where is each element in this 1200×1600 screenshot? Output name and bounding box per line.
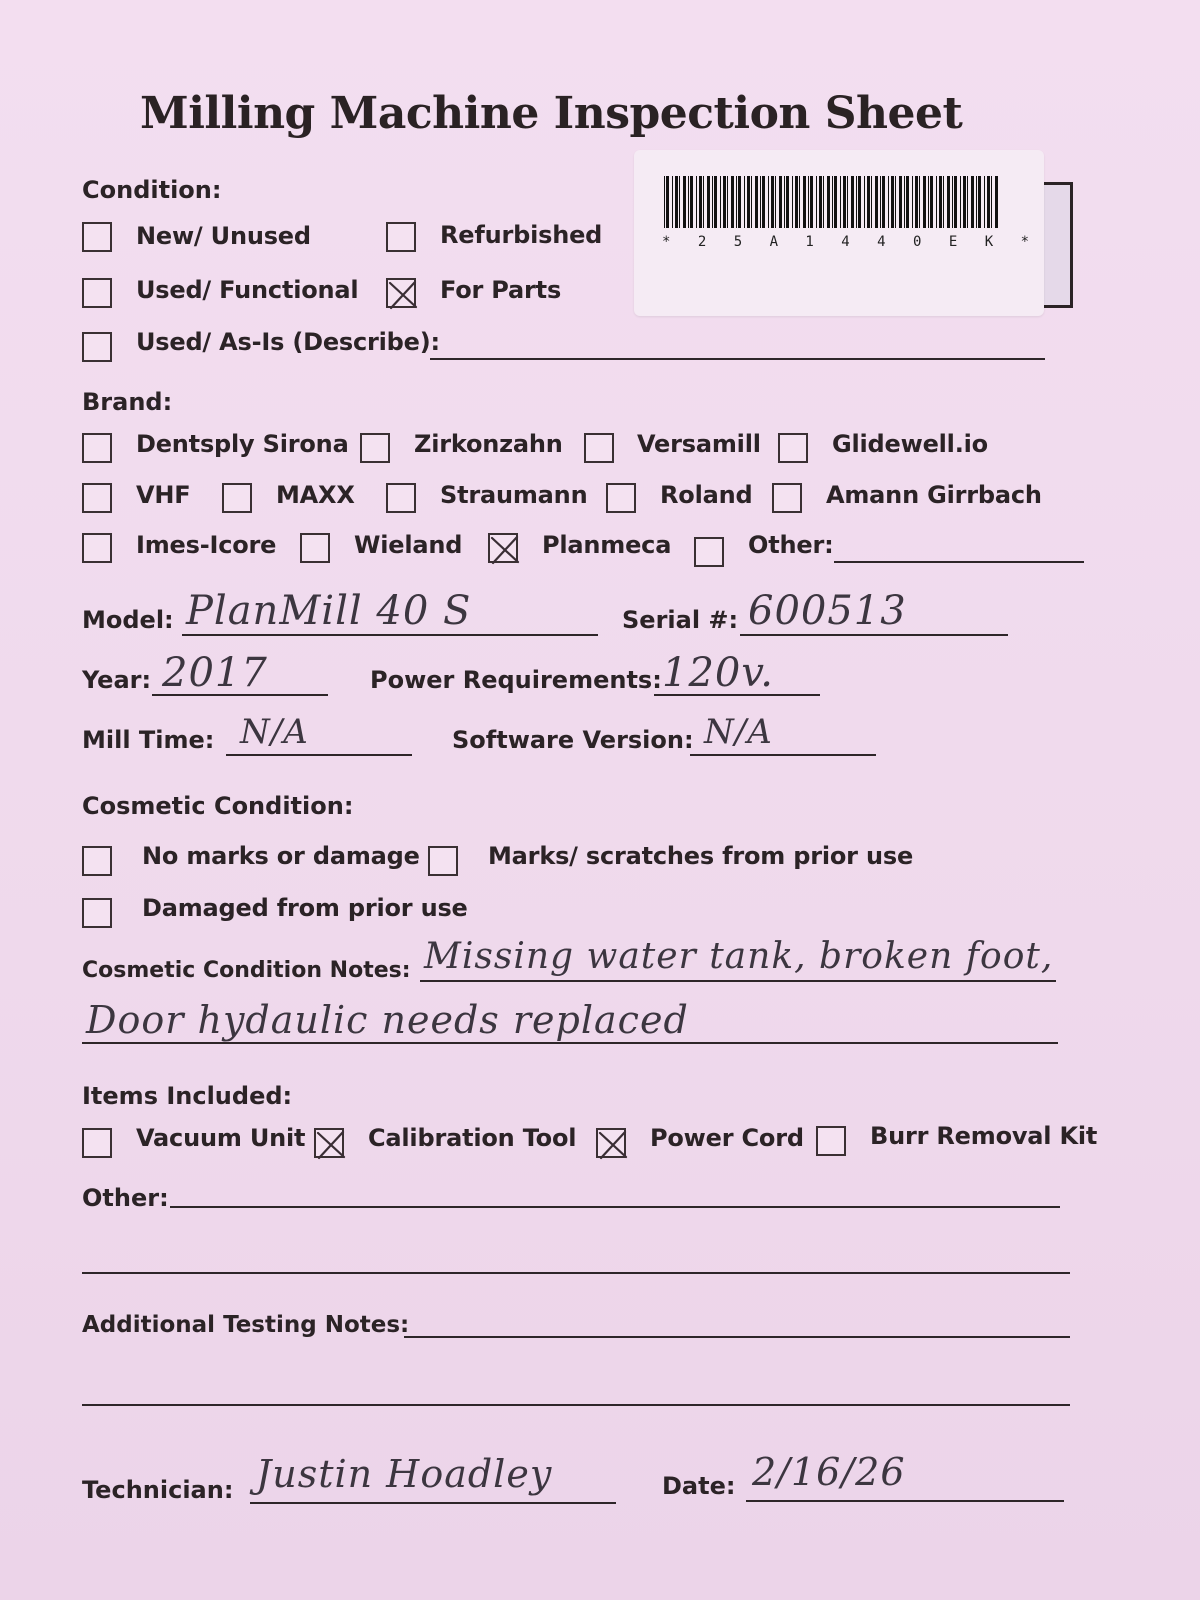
checkbox-for-parts[interactable] bbox=[386, 278, 416, 308]
barcode bbox=[664, 176, 1004, 228]
barcode-bar bbox=[995, 176, 998, 228]
barcode-bar bbox=[978, 176, 981, 228]
mill-time-line[interactable] bbox=[226, 754, 412, 756]
date-line[interactable] bbox=[746, 1500, 1064, 1502]
model-line[interactable] bbox=[182, 634, 598, 636]
barcode-bar bbox=[856, 176, 857, 228]
item-calibration-tool-label: Calibration Tool bbox=[368, 1124, 577, 1152]
checkbox-power-cord[interactable] bbox=[596, 1128, 626, 1158]
barcode-bar bbox=[675, 176, 678, 228]
brand-planmeca-label: Planmeca bbox=[542, 531, 672, 559]
cosmetic-notes-line2: Door hydaulic needs replaced bbox=[86, 998, 689, 1042]
power-label: Power Requirements: bbox=[370, 666, 662, 694]
option-new-unused-label: New/ Unused bbox=[136, 222, 311, 250]
barcode-bar bbox=[755, 176, 758, 228]
item-burr-removal-kit-label: Burr Removal Kit bbox=[870, 1122, 1098, 1150]
barcode-bar bbox=[987, 176, 990, 228]
technician-label: Technician: bbox=[82, 1476, 234, 1504]
brand-dentsply-sirona-label: Dentsply Sirona bbox=[136, 430, 349, 458]
checkbox-no-marks[interactable] bbox=[82, 846, 112, 876]
brand-versamill-label: Versamill bbox=[637, 430, 761, 458]
barcode-bar bbox=[919, 176, 920, 228]
serial-value: 600513 bbox=[748, 588, 907, 634]
barcode-bar bbox=[823, 176, 824, 228]
barcode-bar bbox=[690, 176, 693, 228]
barcode-bar bbox=[912, 176, 913, 228]
brand-glidewell-label: Glidewell.io bbox=[832, 430, 988, 458]
mill-time-label: Mill Time: bbox=[82, 726, 215, 754]
serial-label: Serial #: bbox=[622, 606, 739, 634]
checkbox-versamill[interactable] bbox=[584, 433, 614, 463]
cosmetic-no-marks-label: No marks or damage bbox=[142, 842, 420, 870]
testing-notes-line-1[interactable] bbox=[404, 1336, 1070, 1338]
barcode-bar bbox=[723, 176, 726, 228]
barcode-bar bbox=[775, 176, 776, 228]
date-value: 2/16/26 bbox=[752, 1450, 906, 1494]
power-value: 120v. bbox=[662, 650, 774, 696]
checkbox-imes-icore[interactable] bbox=[82, 533, 112, 563]
date-label: Date: bbox=[662, 1472, 736, 1500]
checkbox-dentsply-sirona[interactable] bbox=[82, 433, 112, 463]
items-other-line-2[interactable] bbox=[82, 1272, 1070, 1274]
barcode-bar bbox=[899, 176, 902, 228]
brand-zirkonzahn-label: Zirkonzahn bbox=[414, 430, 563, 458]
barcode-bar bbox=[875, 176, 878, 228]
barcode-text: * 2 5 A 1 4 4 0 E K * bbox=[662, 234, 1039, 250]
option-for-parts-label: For Parts bbox=[440, 276, 562, 304]
cosmetic-heading: Cosmetic Condition: bbox=[82, 792, 354, 820]
barcode-bar bbox=[795, 176, 798, 228]
year-value: 2017 bbox=[162, 650, 268, 696]
checkbox-amann-girrbach[interactable] bbox=[772, 483, 802, 513]
used-as-is-describe-line[interactable] bbox=[430, 358, 1045, 360]
barcode-bar bbox=[954, 176, 957, 228]
checkbox-vacuum-unit[interactable] bbox=[82, 1128, 112, 1158]
barcode-bar bbox=[906, 176, 909, 228]
barcode-bar bbox=[943, 176, 944, 228]
barcode-bar bbox=[688, 176, 689, 228]
cosmetic-notes-label: Cosmetic Condition Notes: bbox=[82, 958, 411, 983]
barcode-bar bbox=[971, 176, 974, 228]
barcode-bar bbox=[947, 176, 950, 228]
barcode-bar bbox=[895, 176, 896, 228]
barcode-bar bbox=[679, 176, 680, 228]
barcode-bar bbox=[768, 176, 769, 228]
barcode-bar bbox=[738, 176, 741, 228]
barcode-bar bbox=[816, 176, 817, 228]
barcode-bar bbox=[819, 176, 822, 228]
technician-value: Justin Hoadley bbox=[256, 1452, 553, 1496]
barcode-bar bbox=[864, 176, 865, 228]
software-version-value: N/A bbox=[704, 712, 773, 752]
barcode-bar bbox=[714, 176, 717, 228]
barcode-bar bbox=[747, 176, 750, 228]
items-other-label: Other: bbox=[82, 1184, 169, 1212]
checkbox-glidewell[interactable] bbox=[778, 433, 808, 463]
barcode-bar bbox=[727, 176, 728, 228]
model-label: Model: bbox=[82, 606, 174, 634]
cosmetic-damaged-label: Damaged from prior use bbox=[142, 894, 468, 922]
barcode-bar bbox=[672, 176, 673, 228]
barcode-bar bbox=[696, 176, 697, 228]
barcode-bar bbox=[784, 176, 785, 228]
brand-straumann-label: Straumann bbox=[440, 481, 588, 509]
sticker-frame bbox=[1040, 182, 1073, 308]
condition-heading: Condition: bbox=[82, 176, 222, 204]
barcode-bar bbox=[888, 176, 889, 228]
software-version-line[interactable] bbox=[690, 754, 876, 756]
barcode-bar bbox=[960, 176, 961, 228]
barcode-bar bbox=[939, 176, 942, 228]
item-vacuum-unit-label: Vacuum Unit bbox=[136, 1124, 306, 1152]
barcode-bar bbox=[847, 176, 848, 228]
barcode-bar bbox=[760, 176, 761, 228]
barcode-bar bbox=[683, 176, 686, 228]
option-used-as-is-label: Used/ As-Is (Describe): bbox=[136, 328, 440, 356]
option-used-functional-label: Used/ Functional bbox=[136, 276, 359, 304]
items-heading: Items Included: bbox=[82, 1082, 293, 1110]
checkbox-calibration-tool[interactable] bbox=[314, 1128, 344, 1158]
barcode-bar bbox=[803, 176, 806, 228]
brand-other-line[interactable] bbox=[834, 561, 1084, 563]
check-x-mark bbox=[596, 1128, 630, 1162]
checkbox-roland[interactable] bbox=[606, 483, 636, 513]
barcode-bar bbox=[786, 176, 789, 228]
option-refurbished-label: Refurbished bbox=[440, 221, 603, 249]
barcode-bar bbox=[984, 176, 985, 228]
barcode-bar bbox=[923, 176, 926, 228]
brand-roland-label: Roland bbox=[660, 481, 753, 509]
barcode-bar bbox=[703, 176, 704, 228]
barcode-bar bbox=[792, 176, 793, 228]
checkbox-used-as-is[interactable] bbox=[82, 332, 112, 362]
barcode-bar bbox=[936, 176, 937, 228]
barcode-bar bbox=[976, 176, 977, 228]
checkbox-zirkonzahn[interactable] bbox=[360, 433, 390, 463]
barcode-bar bbox=[744, 176, 745, 228]
item-power-cord-label: Power Cord bbox=[650, 1124, 804, 1152]
barcode-bar bbox=[967, 176, 968, 228]
items-other-line-1[interactable] bbox=[170, 1206, 1060, 1208]
barcode-bar bbox=[952, 176, 953, 228]
checkbox-refurbished[interactable] bbox=[386, 222, 416, 252]
barcode-bar bbox=[963, 176, 966, 228]
barcode-bar bbox=[851, 176, 854, 228]
check-x-mark bbox=[386, 278, 420, 312]
page-title: Milling Machine Inspection Sheet bbox=[140, 88, 963, 139]
checkbox-planmeca[interactable] bbox=[488, 533, 518, 563]
brand-other-label: Other: bbox=[748, 531, 834, 559]
year-label: Year: bbox=[82, 666, 152, 694]
barcode-bar bbox=[882, 176, 885, 228]
cosmetic-notes-line-1[interactable] bbox=[420, 980, 1056, 982]
barcode-bar bbox=[751, 176, 752, 228]
checkbox-new-unused[interactable] bbox=[82, 222, 112, 252]
checkbox-damaged[interactable] bbox=[82, 898, 112, 928]
cosmetic-notes-line1: Missing water tank, broken foot, bbox=[424, 936, 1054, 977]
checkbox-wieland[interactable] bbox=[300, 533, 330, 563]
brand-heading: Brand: bbox=[82, 388, 173, 416]
brand-amann-girrbach-label: Amann Girrbach bbox=[826, 481, 1042, 509]
barcode-bar bbox=[699, 176, 702, 228]
checkbox-burr-removal-kit[interactable] bbox=[816, 1126, 846, 1156]
barcode-bar bbox=[930, 176, 933, 228]
barcode-bar bbox=[771, 176, 774, 228]
barcode-bar bbox=[799, 176, 800, 228]
barcode-bar bbox=[832, 176, 833, 228]
barcode-bar bbox=[891, 176, 894, 228]
brand-imes-icore-label: Imes-Icore bbox=[136, 531, 277, 559]
technician-line[interactable] bbox=[250, 1502, 616, 1504]
barcode-bar bbox=[720, 176, 721, 228]
barcode-bar bbox=[840, 176, 841, 228]
barcode-bar bbox=[834, 176, 837, 228]
barcode-bar bbox=[991, 176, 992, 228]
checkbox-maxx[interactable] bbox=[222, 483, 252, 513]
barcode-bar bbox=[915, 176, 918, 228]
brand-maxx-label: MAXX bbox=[276, 481, 355, 509]
barcode-bar bbox=[867, 176, 870, 228]
barcode-bar bbox=[707, 176, 710, 228]
barcode-bar bbox=[880, 176, 881, 228]
barcode-sticker bbox=[634, 150, 1044, 316]
barcode-bar bbox=[666, 176, 669, 228]
brand-vhf-label: VHF bbox=[136, 481, 191, 509]
model-value: PlanMill 40 S bbox=[186, 588, 472, 634]
barcode-bar bbox=[871, 176, 872, 228]
barcode-bar bbox=[808, 176, 809, 228]
barcode-bar bbox=[827, 176, 830, 228]
checkbox-marks-scratches[interactable] bbox=[428, 846, 458, 876]
check-x-mark bbox=[314, 1128, 348, 1162]
testing-notes-label: Additional Testing Notes: bbox=[82, 1312, 410, 1338]
serial-line[interactable] bbox=[740, 634, 1008, 636]
barcode-bar bbox=[731, 176, 734, 228]
barcode-bar bbox=[779, 176, 782, 228]
barcode-bar bbox=[928, 176, 929, 228]
cosmetic-notes-line-2[interactable] bbox=[82, 1042, 1058, 1044]
checkbox-used-functional[interactable] bbox=[82, 278, 112, 308]
mill-time-value: N/A bbox=[240, 712, 309, 752]
check-x-mark bbox=[488, 533, 522, 567]
barcode-bar bbox=[712, 176, 713, 228]
barcode-bar bbox=[810, 176, 813, 228]
checkbox-brand-other[interactable] bbox=[694, 537, 724, 567]
cosmetic-marks-scratches-label: Marks/ scratches from prior use bbox=[488, 842, 914, 870]
checkbox-straumann[interactable] bbox=[386, 483, 416, 513]
testing-notes-line-2[interactable] bbox=[82, 1404, 1070, 1406]
barcode-bar bbox=[664, 176, 665, 228]
year-line[interactable] bbox=[152, 694, 328, 696]
checkbox-vhf[interactable] bbox=[82, 483, 112, 513]
barcode-bar bbox=[843, 176, 846, 228]
software-version-label: Software Version: bbox=[452, 726, 694, 754]
brand-wieland-label: Wieland bbox=[354, 531, 463, 559]
barcode-bar bbox=[736, 176, 737, 228]
power-line[interactable] bbox=[654, 694, 820, 696]
barcode-bar bbox=[858, 176, 861, 228]
barcode-bar bbox=[904, 176, 905, 228]
barcode-bar bbox=[762, 176, 765, 228]
